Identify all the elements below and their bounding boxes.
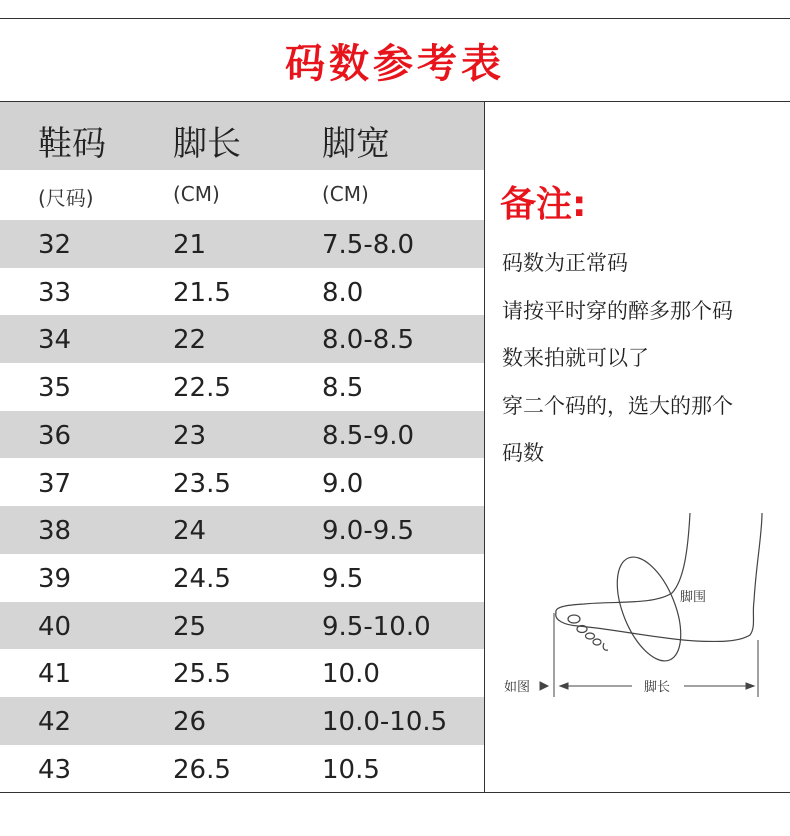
foot-outline-icon [556,513,762,670]
page-title: 码数参考表 [285,41,505,87]
cell-width: 9.5 [322,563,364,594]
note-line: 穿二个码的，选大的那个 [502,394,733,418]
cell-size: 42 [38,707,72,737]
cell-length: 23 [173,420,207,451]
cell-size: 32 [38,230,72,260]
cell-width: 8.5 [322,373,364,404]
cell-width: 8.0 [322,277,364,308]
cell-length: 24 [173,516,207,547]
cell-size: 43 [38,754,72,785]
table-row [0,697,484,745]
cell-width: 7.5-8.0 [322,230,415,260]
unit-foot-length: (CM) [173,182,220,206]
cell-size: 33 [38,277,72,308]
cell-length: 25 [173,611,207,642]
table-row [0,459,484,507]
cell-size: 40 [38,611,72,642]
cell-size: 34 [38,325,72,356]
cell-size: 37 [38,468,72,499]
foot-length-label: 脚长 [644,680,671,695]
notes-title: 备注: [500,184,587,225]
table-header-row [0,102,484,170]
foot-measurement-diagram [494,505,784,705]
unit-foot-width: (CM) [322,182,369,206]
cell-size: 38 [38,516,72,547]
cell-length: 24.5 [173,563,231,594]
cell-length: 26 [173,707,207,737]
note-line: 码数为正常码 [502,251,628,275]
table-row [0,602,484,650]
note-line: 码数 [502,441,544,465]
cell-width: 8.0-8.5 [322,325,415,356]
table-row [0,220,484,268]
table-unit-row [0,170,484,220]
table-row [0,506,484,554]
cell-size: 39 [38,563,72,594]
cell-length: 21 [173,230,207,260]
as-shown-label: 如图 [504,680,531,695]
cell-size: 35 [38,373,72,404]
header-foot-length: 脚长 [173,124,241,164]
table-row [0,649,484,697]
cell-length: 25.5 [173,659,231,690]
header-foot-width: 脚宽 [322,124,390,164]
cell-size: 41 [38,659,72,690]
cell-size: 36 [38,420,72,451]
cell-width: 9.5-10.0 [322,611,431,642]
top-rule [0,18,790,19]
unit-shoe-size: (尺码) [38,186,94,210]
table-row [0,363,484,411]
cell-width: 10.0-10.5 [322,707,448,737]
table-row [0,554,484,602]
note-line: 请按平时穿的醉多那个码 [502,299,733,323]
column-divider [484,102,485,792]
cell-width: 8.5-9.0 [322,420,415,451]
table-row [0,268,484,316]
table-row [0,411,484,459]
header-shoe-size: 鞋码 [38,124,106,164]
table-row [0,315,484,363]
note-line: 数来拍就可以了 [502,346,649,370]
cell-width: 10.0 [322,659,380,690]
cell-length: 22.5 [173,373,231,404]
cell-width: 9.0 [322,468,364,499]
cell-length: 22 [173,325,207,356]
bottom-rule [0,792,790,793]
girth-label: 脚围 [680,590,707,605]
cell-length: 23.5 [173,468,231,499]
cell-length: 26.5 [173,754,231,785]
cell-width: 9.0-9.5 [322,516,415,547]
cell-width: 10.5 [322,754,380,785]
cell-length: 21.5 [173,277,231,308]
table-row [0,745,484,793]
